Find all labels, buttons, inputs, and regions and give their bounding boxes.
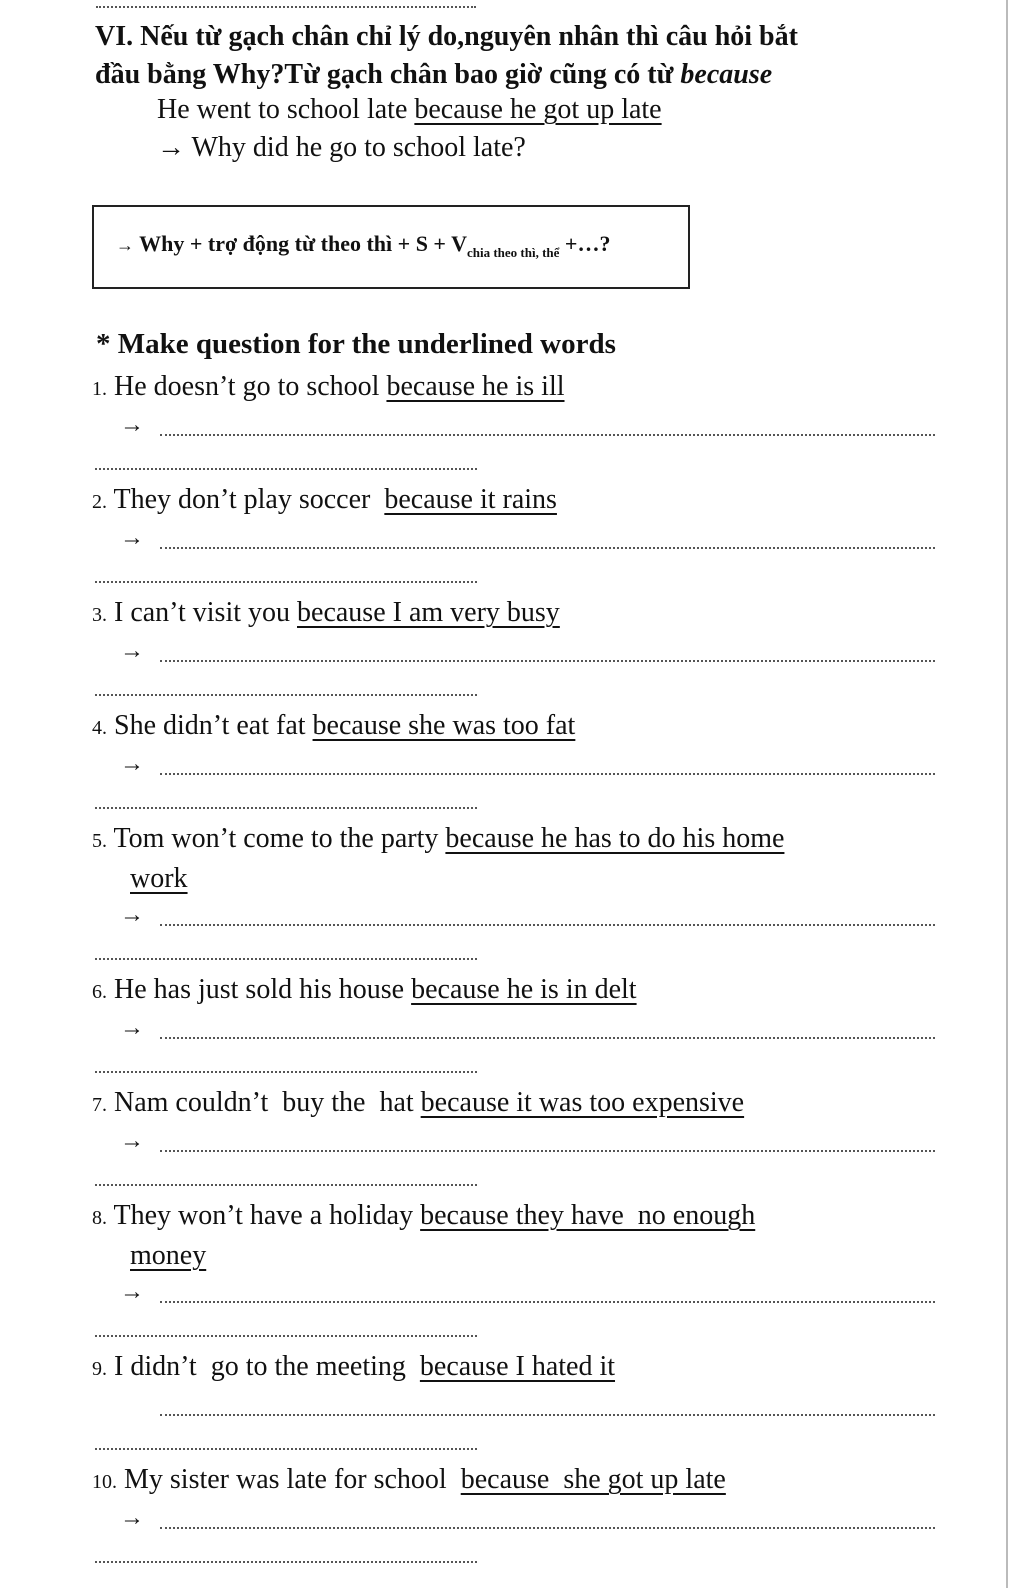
answer-line-2[interactable] bbox=[95, 1333, 477, 1337]
answer-line[interactable] bbox=[120, 1015, 935, 1045]
answer-dots bbox=[160, 1414, 935, 1416]
answer-line-2[interactable] bbox=[95, 1182, 477, 1186]
exercise-number: 7. bbox=[92, 1094, 107, 1116]
exercise-item bbox=[92, 1084, 952, 1124]
exercise-underlined: because he is ill bbox=[386, 371, 565, 402]
exercise-sentence: Nam couldn’t buy the hat bbox=[107, 1087, 421, 1118]
heading-keyword: because bbox=[680, 59, 773, 90]
exercise-number: 6. bbox=[92, 981, 107, 1003]
page-edge bbox=[1006, 0, 1008, 1588]
formula-text: → Why + trợ động từ theo thì + $S + V_{chia theo thì, thể}$ +…? bbox=[116, 231, 611, 260]
answer-line[interactable] bbox=[120, 751, 935, 781]
answer-line[interactable] bbox=[120, 1279, 935, 1309]
exercise-underlined: because he is in delt bbox=[411, 974, 637, 1005]
exercise-underlined: because they have no enough bbox=[420, 1200, 756, 1231]
exercise-item bbox=[92, 1461, 952, 1501]
section-heading bbox=[95, 18, 995, 94]
answer-arrow-icon: → bbox=[120, 412, 144, 438]
exercise-underlined: because she got up late bbox=[460, 1464, 726, 1495]
answer-line-2[interactable] bbox=[95, 692, 477, 696]
formula-box bbox=[92, 205, 690, 289]
answer-line-2[interactable] bbox=[95, 466, 477, 470]
exercise-number: 4. bbox=[92, 717, 107, 739]
exercise-number: 1. bbox=[92, 378, 107, 400]
exercise-number: 10. bbox=[92, 1471, 117, 1493]
exercise-underlined-continued: money bbox=[130, 1240, 207, 1271]
exercise-sentence: They won’t have a holiday bbox=[107, 1200, 421, 1231]
answer-arrow-icon: → bbox=[120, 1505, 144, 1531]
exercise-underlined: because it was too expensive bbox=[420, 1087, 745, 1118]
answer-line[interactable] bbox=[120, 1505, 935, 1535]
example-question: → Why did he go to school late? bbox=[157, 132, 526, 163]
answer-line-2[interactable] bbox=[95, 805, 477, 809]
answer-arrow-icon: → bbox=[120, 1279, 144, 1305]
formula-subscript: chia theo thì, thể bbox=[466, 245, 560, 260]
exercise-underlined: because I am very busy bbox=[297, 597, 560, 628]
formula-arrow-icon: → bbox=[116, 235, 134, 255]
exercise-sentence: They don’t play soccer bbox=[107, 484, 385, 515]
instruction-title: * Make question for the underlined words bbox=[96, 328, 616, 360]
answer-dots bbox=[160, 1037, 935, 1039]
answer-dots bbox=[160, 434, 935, 436]
answer-arrow-icon: → bbox=[120, 638, 144, 664]
answer-line[interactable] bbox=[120, 1392, 935, 1422]
answer-arrow-icon: → bbox=[120, 902, 144, 928]
exercise-item bbox=[92, 820, 952, 897]
answer-line-2[interactable] bbox=[95, 1559, 477, 1563]
answer-dots bbox=[160, 924, 935, 926]
answer-dots bbox=[160, 1150, 935, 1152]
top-dotted-line bbox=[96, 0, 476, 8]
exercise-underlined: because I hated it bbox=[419, 1351, 616, 1382]
exercise-item bbox=[92, 1197, 952, 1274]
answer-dots bbox=[160, 773, 935, 775]
answer-line[interactable] bbox=[120, 525, 935, 555]
exercise-number: 2. bbox=[92, 491, 107, 513]
exercise-sentence: He doesn’t go to school bbox=[107, 371, 387, 402]
answer-dots bbox=[160, 1301, 935, 1303]
exercise-sentence: He has just sold his house bbox=[107, 974, 412, 1005]
exercise-sentence: Tom won’t come to the party bbox=[107, 823, 446, 854]
heading-line2: đầu bằng Why?Từ gạch chân bao giờ cũng có từ bbox=[95, 59, 681, 90]
exercise-number: 8. bbox=[92, 1207, 107, 1229]
example-arrow-icon: → bbox=[157, 132, 185, 163]
answer-line[interactable] bbox=[120, 638, 935, 668]
exercise-underlined: because it rains bbox=[384, 484, 557, 515]
answer-arrow-icon: → bbox=[120, 1128, 144, 1154]
exercise-number: 5. bbox=[92, 830, 107, 852]
answer-dots bbox=[160, 1527, 935, 1529]
answer-line-2[interactable] bbox=[95, 1069, 477, 1073]
exercise-item bbox=[92, 481, 952, 521]
answer-arrow-icon: → bbox=[120, 751, 144, 777]
answer-line-2[interactable] bbox=[95, 579, 477, 583]
answer-line[interactable] bbox=[120, 1128, 935, 1158]
answer-dots bbox=[160, 547, 935, 549]
answer-line[interactable] bbox=[120, 412, 935, 442]
exercise-sentence: I can’t visit you bbox=[107, 597, 298, 628]
exercise-item bbox=[92, 594, 952, 634]
answer-line[interactable] bbox=[120, 902, 935, 932]
example-underlined: because he got up late bbox=[414, 94, 662, 125]
exercise-sentence: My sister was late for school bbox=[117, 1464, 461, 1495]
exercise-number: 9. bbox=[92, 1358, 107, 1380]
answer-arrow-icon: → bbox=[120, 525, 144, 551]
answer-arrow-icon: → bbox=[120, 1015, 144, 1041]
heading-line1: VI. Nếu từ gạch chân chỉ lý do,nguyên nhân thì câu hỏi bắt bbox=[95, 21, 798, 52]
example-sentence: He went to school late because he got up late bbox=[157, 94, 662, 125]
exercise-item bbox=[92, 1348, 952, 1388]
answer-line-2[interactable] bbox=[95, 1446, 477, 1450]
exercise-number: 3. bbox=[92, 604, 107, 626]
answer-line-2[interactable] bbox=[95, 956, 477, 960]
exercise-underlined: because he has to do his home bbox=[445, 823, 785, 854]
exercise-sentence: She didn’t eat fat bbox=[107, 710, 313, 741]
exercise-sentence: I didn’t go to the meeting bbox=[107, 1351, 420, 1382]
exercise-item bbox=[92, 707, 952, 747]
exercise-item bbox=[92, 368, 952, 408]
exercise-underlined-continued: work bbox=[130, 863, 188, 894]
exercise-item bbox=[92, 971, 952, 1011]
exercise-underlined: because she was too fat bbox=[312, 710, 576, 741]
answer-dots bbox=[160, 660, 935, 662]
